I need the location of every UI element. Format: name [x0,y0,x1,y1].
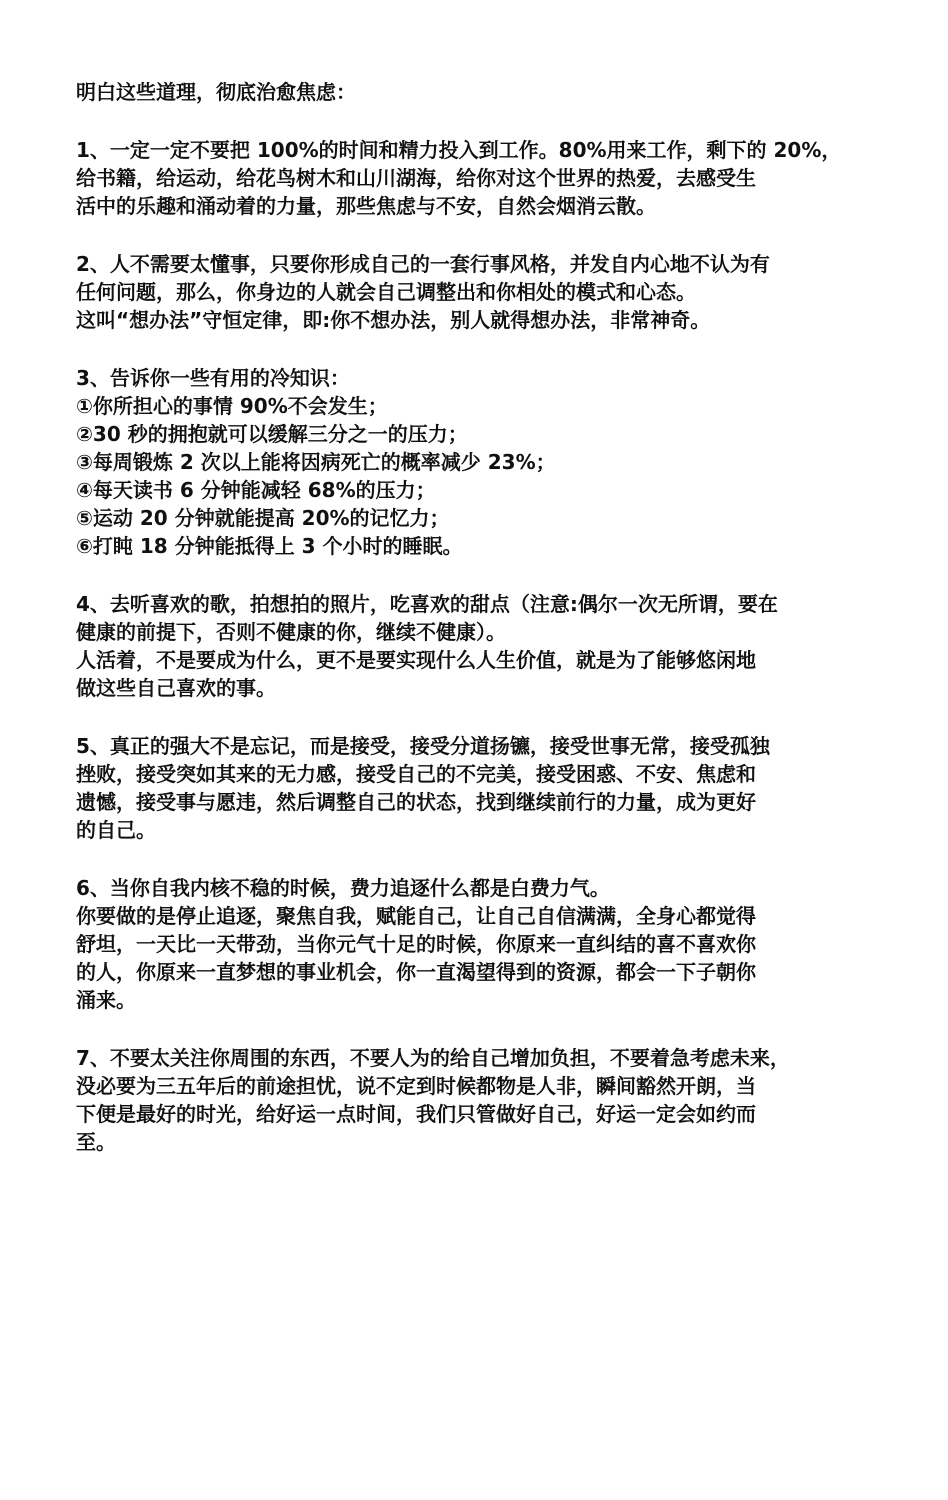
section-3-line-7: ⑥打盹 18 分钟能抵得上 3 个小时的睡眠。 [76,534,463,558]
section-4 [76,590,906,702]
section-4-line-3: 人活着，不是要成为什么，更不是要实现什么人生价值，就是为了能够悠闲地 [76,648,756,672]
section-3 [76,364,906,560]
section-4-line-4: 做这些自己喜欢的事。 [76,676,276,700]
section-2-line-1: 2、人不需要太懂事，只要你形成自己的一套行事风格，并发自内心地不认为有 [76,252,770,276]
section-2-line-3: 这叫“想办法”守恒定律，即:你不想办法，别人就得想办法，非常神奇。 [76,308,711,332]
section-6-line-4: 的人，你原来一直梦想的事业机会，你一直渴望得到的资源，都会一下子朝你 [76,960,756,984]
section-3-line-5: ④每天读书 6 分钟能减轻 68%的压力； [76,478,436,502]
section-1 [76,136,906,220]
section-7-line-4: 至。 [76,1130,116,1154]
section-6-line-3: 舒坦，一天比一天带劲，当你元气十足的时候，你原来一直纠结的喜不喜欢你 [76,932,756,956]
section-3-line-4: ③每周锻炼 2 次以上能将因病死亡的概率减少 23%； [76,450,556,474]
section-1-line-3: 活中的乐趣和涌动着的力量，那些焦虑与不安，自然会烟消云散。 [76,194,656,218]
section-7-line-3: 下便是最好的时光，给好运一点时间，我们只管做好自己，好运一定会如约而 [76,1102,756,1126]
section-3-line-6: ⑤运动 20 分钟就能提高 20%的记忆力； [76,506,450,530]
section-6-line-5: 涌来。 [76,988,136,1012]
section-3-line-3: ②30 秒的拥抱就可以缓解三分之一的压力； [76,422,468,446]
section-6 [76,874,906,1014]
section-4-line-2: 健康的前提下，否则不健康的你，继续不健康）。 [76,620,506,644]
section-6-line-2: 你要做的是停止追逐，聚焦自我，赋能自己，让自己自信满满，全身心都觉得 [76,904,756,928]
section-2 [76,250,906,334]
document-title: 明白这些道理，彻底治愈焦虑： [76,80,356,104]
section-6-line-1: 6、当你自我内核不稳的时候，费力追逐什么都是白费力气。 [76,876,610,900]
section-5-line-4: 的自己。 [76,818,156,842]
section-1-line-2: 给书籍，给运动，给花鸟树木和山川湖海，给你对这个世界的热爱，去感受生 [76,166,756,190]
section-3-line-2: ①你所担心的事情 90%不会发生； [76,394,388,418]
section-7-line-2: 没必要为三五年后的前途担忧，说不定到时候都物是人非，瞬间豁然开朗，当 [76,1074,756,1098]
section-7 [76,1044,906,1156]
section-3-line-1: 3、告诉你一些有用的冷知识： [76,366,350,390]
section-5 [76,732,906,844]
section-7-line-1: 7、不要太关注你周围的东西，不要人为的给自己增加负担，不要着急考虑未来， [76,1046,790,1070]
section-2-line-2: 任何问题，那么，你身边的人就会自己调整出和你相处的模式和心态。 [76,280,696,304]
section-4-line-1: 4、去听喜欢的歌，拍想拍的照片，吃喜欢的甜点（注意:偶尔一次无所谓，要在 [76,592,778,616]
section-5-line-3: 遗憾，接受事与愿违，然后调整自己的状态，找到继续前行的力量，成为更好 [76,790,756,814]
section-5-line-1: 5、真正的强大不是忘记，而是接受，接受分道扬镳，接受世事无常，接受孤独 [76,734,770,758]
document-body [76,78,906,1156]
section-5-line-2: 挫败，接受突如其来的无力感，接受自己的不完美，接受困惑、不安、焦虑和 [76,762,756,786]
section-1-line-1: 1、一定一定不要把 100%的时间和精力投入到工作。80%用来工作，剩下的 20%， [76,138,842,162]
